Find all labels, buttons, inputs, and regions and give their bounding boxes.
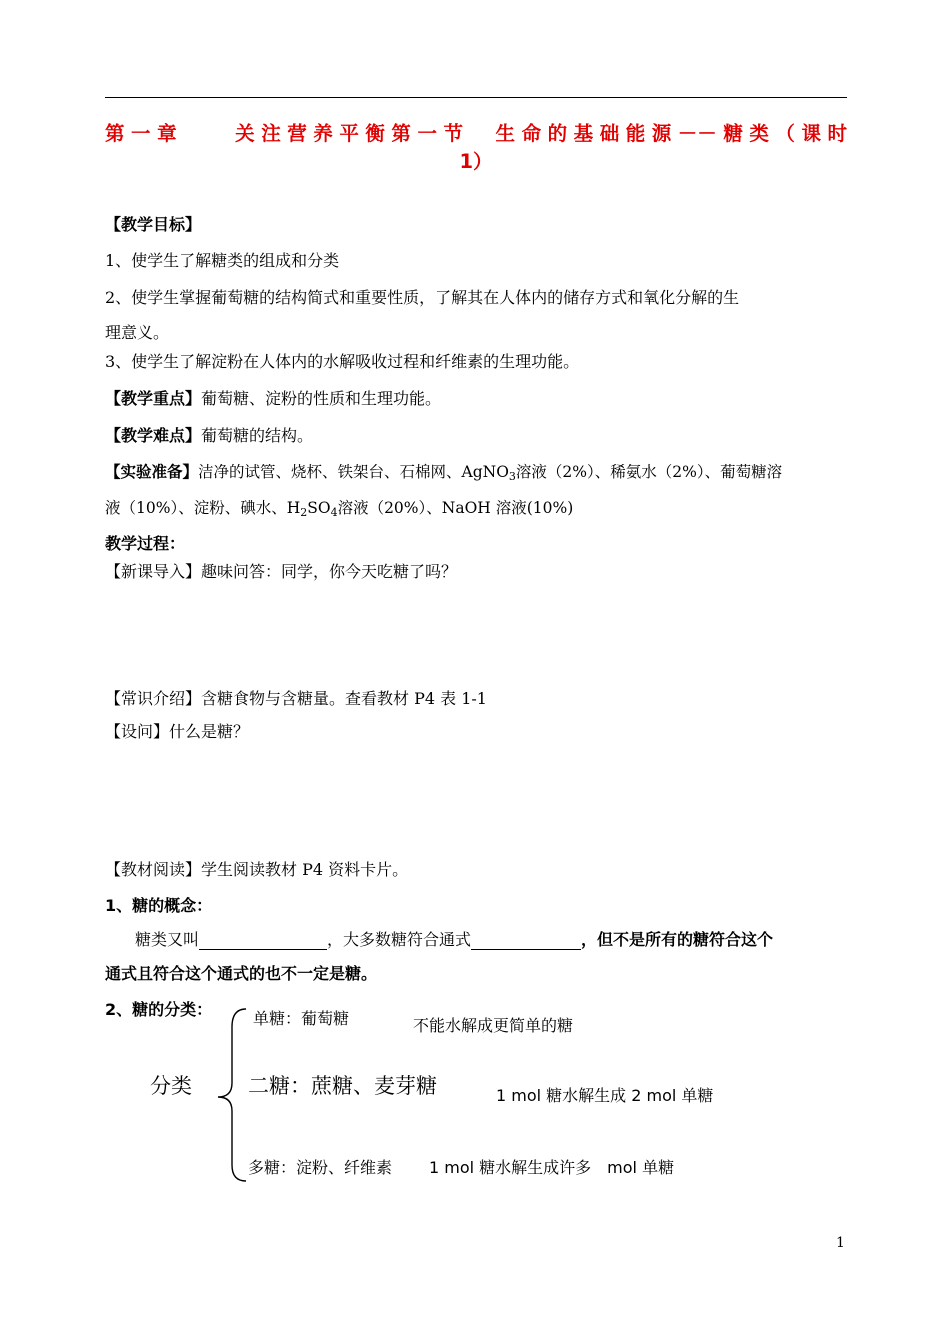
concept-heading: 1、糖的概念： <box>105 896 213 915</box>
header-rule <box>105 97 847 98</box>
key-points-label: 【教学重点】 <box>105 389 202 408</box>
page-number: 1 <box>836 1235 845 1251</box>
prep-text-d: SO <box>307 499 331 517</box>
objective-2-line2: 理意义。 <box>105 323 170 342</box>
prep-text-e: 溶液（20%）、NaOH 溶液(10%) <box>337 499 574 517</box>
objective-1: 1、使学生了解糖类的组成和分类 <box>105 251 340 270</box>
brace-icon <box>210 1005 250 1185</box>
concept-line2: 通式且符合这个通式的也不一定是糖。 <box>105 964 378 983</box>
process-heading: 教学过程： <box>105 534 186 553</box>
textbook-reading: 【教材阅读】学生阅读教材 P4 资料卡片。 <box>105 860 409 879</box>
prep-text-b: 溶液（2%）、稀氨水（2%）、葡萄糖溶 <box>515 463 783 481</box>
prep-line2 <box>105 496 573 519</box>
monosaccharide-note: 不能水解成更简单的糖 <box>413 1016 574 1035</box>
blank-2[interactable] <box>471 932 581 950</box>
polysaccharide-note: 1 mol 糖水解生成许多 mol 单糖 <box>429 1158 675 1177</box>
polysaccharide: 多糖：淀粉、纤维素 <box>248 1158 393 1177</box>
prep-sub-2: 2 <box>300 506 308 519</box>
difficulties-text: 葡萄糖的结构。 <box>201 426 314 445</box>
chapter-title-line1: 第一章 关注营养平衡第一节 生命的基础能源－－糖类（课时 <box>105 122 847 145</box>
prep-text-a: 洁净的试管、烧杯、铁架台、石棉网、AgNO <box>198 463 509 481</box>
common-knowledge: 【常识介绍】含糖食物与含糖量。查看教材 P4 表 1-1 <box>105 689 487 708</box>
difficulties-label: 【教学难点】 <box>105 426 202 445</box>
prep-sub: 3 <box>508 470 516 483</box>
concept-line1 <box>135 927 773 950</box>
new-lesson-intro: 【新课导入】趣味问答：同学，你今天吃糖了吗？ <box>105 562 458 581</box>
prep-label: 【实验准备】 <box>105 463 199 481</box>
chapter-title-line2: 1） <box>459 150 493 173</box>
objective-3: 3、使学生了解淀粉在人体内的水解吸收过程和纤维素的生理功能。 <box>105 352 580 371</box>
classification-heading: 2、糖的分类： <box>105 1000 213 1019</box>
disaccharide: 二糖：蔗糖、麦芽糖 <box>248 1074 437 1098</box>
disaccharide-note: 1 mol 糖水解生成 2 mol 单糖 <box>496 1086 714 1105</box>
classification-root: 分类 <box>150 1074 192 1098</box>
prep-line1 <box>105 460 782 483</box>
monosaccharide: 单糖：葡萄糖 <box>253 1009 350 1028</box>
question: 【设问】什么是糖？ <box>105 722 250 741</box>
concept-text-c: ，但不是所有的糖符合这个 <box>581 930 774 949</box>
prep-sub-4: 4 <box>330 506 338 519</box>
objective-2-line1: 2、使学生掌握葡萄糖的结构简式和重要性质，了解其在人体内的储存方式和氧化分解的生 <box>105 288 740 307</box>
concept-text-b: ，大多数糖符合通式 <box>327 930 472 949</box>
key-points-text: 葡萄糖、淀粉的性质和生理功能。 <box>201 389 442 408</box>
key-points <box>105 386 441 409</box>
blank-1[interactable] <box>199 932 327 950</box>
concept-text-a: 糖类又叫 <box>135 930 200 949</box>
objectives-heading: 【教学目标】 <box>105 215 202 234</box>
difficulties <box>105 423 313 446</box>
prep-text-c: 液（10%）、淀粉、碘水、H <box>105 499 301 517</box>
